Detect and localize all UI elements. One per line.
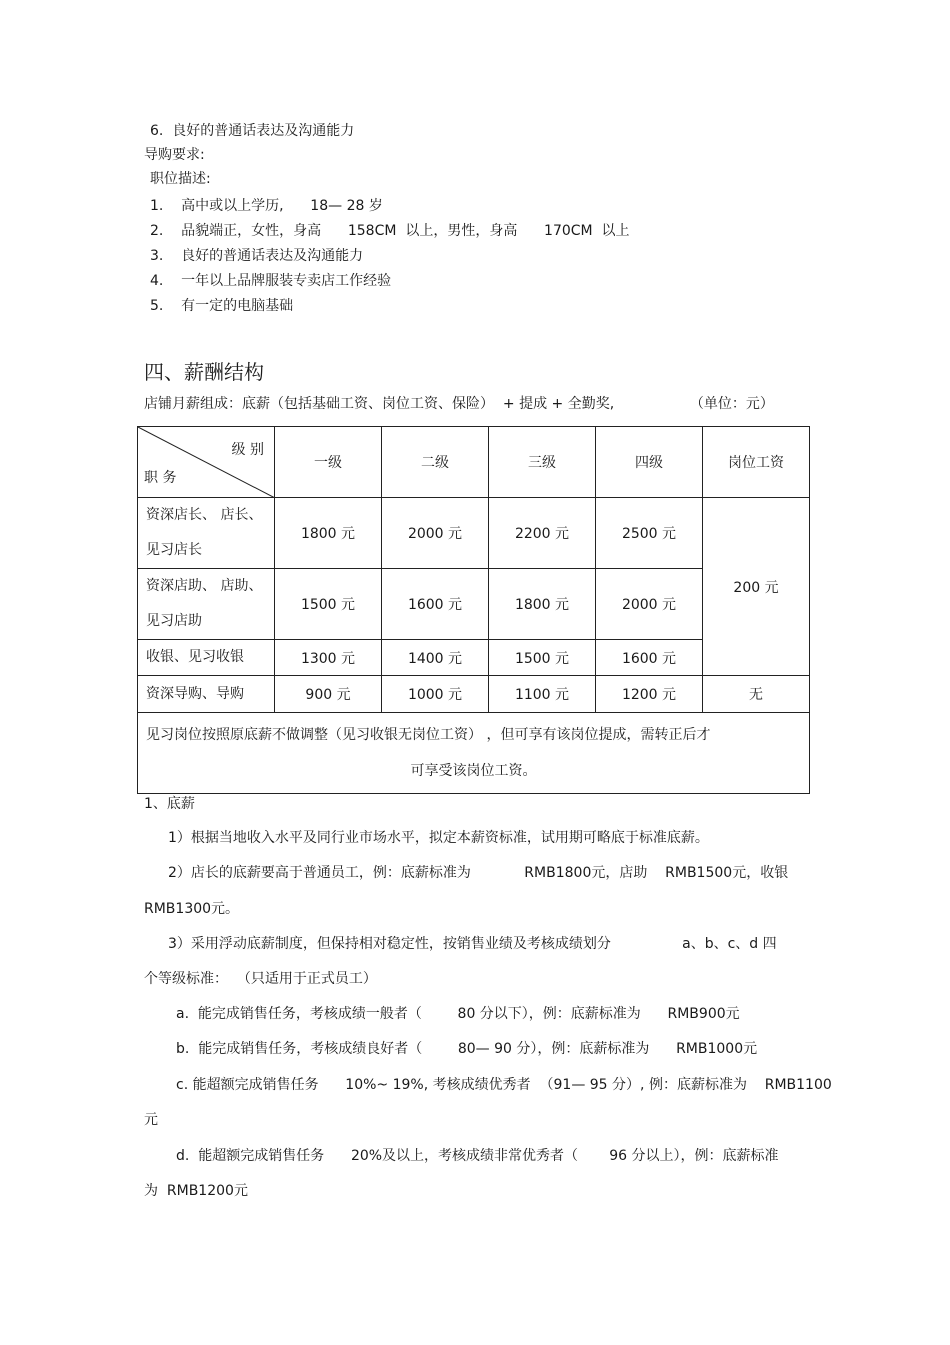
job-label: 职 务: [144, 470, 177, 486]
diagonal-line: [138, 427, 275, 498]
guide-requirement-2: 2. 品貌端正，女性，身高 158CM 以上，男性，身高 170CM 以上: [150, 223, 630, 239]
post-wage-cell: 无: [703, 676, 810, 713]
post-wage-header: 岗位工资: [703, 427, 810, 498]
job-cell: [138, 569, 275, 640]
paragraph-2: 2）店长的底薪要高于普通员工，例：底薪标准为 RMB1800元，店助 RMB1500元，收银: [168, 865, 789, 881]
job-line: 资深店助、 店助、: [146, 578, 263, 594]
position-description-label: 职位描述:: [150, 171, 211, 187]
level-header-2: 二级: [382, 427, 489, 498]
salary-intro: 店铺月薪组成：底薪（包括基础工资、岗位工资、保险） + 提成 + 全勤奖, （单位：元）: [144, 396, 774, 412]
grade-a: a. 能完成销售任务，考核成绩一般者（ 80 分以下），例：底薪标准为 RMB900元: [176, 1006, 740, 1022]
guide-requirement-3: 3. 良好的普通话表达及沟通能力: [150, 248, 364, 264]
level-label: 级 别: [231, 442, 264, 458]
level-header-4: 四级: [596, 427, 703, 498]
salary-cell: 1000 元: [382, 676, 489, 713]
grade-d: d. 能超额完成销售任务 20%及以上，考核成绩非常优秀者（ 96 分以上），例：底薪标准: [176, 1148, 779, 1164]
guide-requirement-1: 1. 高中或以上学历, 18— 28 岁: [150, 198, 383, 214]
job-line: 见习店助: [146, 613, 202, 629]
table-row: [138, 498, 810, 569]
salary-cell: 1200 元: [596, 676, 703, 713]
salary-cell: 1500 元: [489, 640, 596, 676]
table-header-row: [138, 427, 810, 498]
salary-cell: 2000 元: [382, 498, 489, 569]
guide-requirement-5: 5. 有一定的电脑基础: [150, 298, 294, 314]
paragraph-2-cont: RMB1300元。: [144, 901, 240, 917]
section-title: 四、薪酬结构: [144, 360, 264, 384]
paragraph-3: 3）采用浮动底薪制度，但保持相对稳定性，按销售业绩及考核成绩划分 a、b、c、d 四: [168, 936, 777, 952]
salary-cell: 1500 元: [275, 569, 382, 640]
requirement-item-6: 6. 良好的普通话表达及沟通能力: [150, 123, 355, 139]
salary-cell: 1800 元: [489, 569, 596, 640]
table-row: [138, 676, 810, 713]
level-header-3: 三级: [489, 427, 596, 498]
salary-cell: 900 元: [275, 676, 382, 713]
grade-c-cont: 元: [144, 1112, 158, 1128]
table-note-row: [138, 713, 810, 794]
salary-cell: 2200 元: [489, 498, 596, 569]
grade-c: c. 能超额完成销售任务 10%~ 19%, 考核成绩优秀者 （91— 95 分）, 例：底薪标准为 RMB1100: [176, 1077, 832, 1093]
table-note: [138, 713, 810, 794]
level-header-1: 一级: [275, 427, 382, 498]
grade-d-cont: 为 RMB1200元: [144, 1183, 248, 1199]
salary-table: [137, 426, 810, 794]
salary-cell: 1600 元: [382, 569, 489, 640]
salary-cell: 2000 元: [596, 569, 703, 640]
job-line: 见习店长: [146, 542, 202, 558]
paragraph-3-cont: 个等级标准： （只适用于正式员工）: [144, 971, 377, 987]
corner-cell: [138, 427, 275, 498]
post-wage-shared-cell: 200 元: [703, 498, 810, 676]
paragraph-1: 1）根据当地收入水平及同行业市场水平，拟定本薪资标准，试用期可略底于标准底薪。: [168, 830, 709, 846]
salary-cell: 1400 元: [382, 640, 489, 676]
grade-b: b. 能完成销售任务，考核成绩良好者（ 80— 90 分），例：底薪标准为 RMB1000元: [176, 1041, 758, 1057]
note-line-2: 可享受该岗位工资。: [410, 763, 537, 779]
job-cell: 资深导购、导购: [138, 676, 275, 713]
salary-cell: 1600 元: [596, 640, 703, 676]
job-cell: 收银、见习收银: [138, 640, 275, 676]
salary-cell: 2500 元: [596, 498, 703, 569]
salary-cell: 1100 元: [489, 676, 596, 713]
job-line: 资深店长、 店长、: [146, 507, 263, 523]
guide-requirement-4: 4. 一年以上品牌服装专卖店工作经验: [150, 273, 392, 289]
guide-requirements-title: 导购要求:: [144, 147, 205, 163]
job-cell: [138, 498, 275, 569]
salary-cell: 1800 元: [275, 498, 382, 569]
salary-cell: 1300 元: [275, 640, 382, 676]
base-pay-title: 1、底薪: [144, 796, 195, 812]
note-line-1: 见习岗位按照原底薪不做调整（见习收银无岗位工资） ，但可享有该岗位提成，需转正后才: [146, 727, 711, 743]
